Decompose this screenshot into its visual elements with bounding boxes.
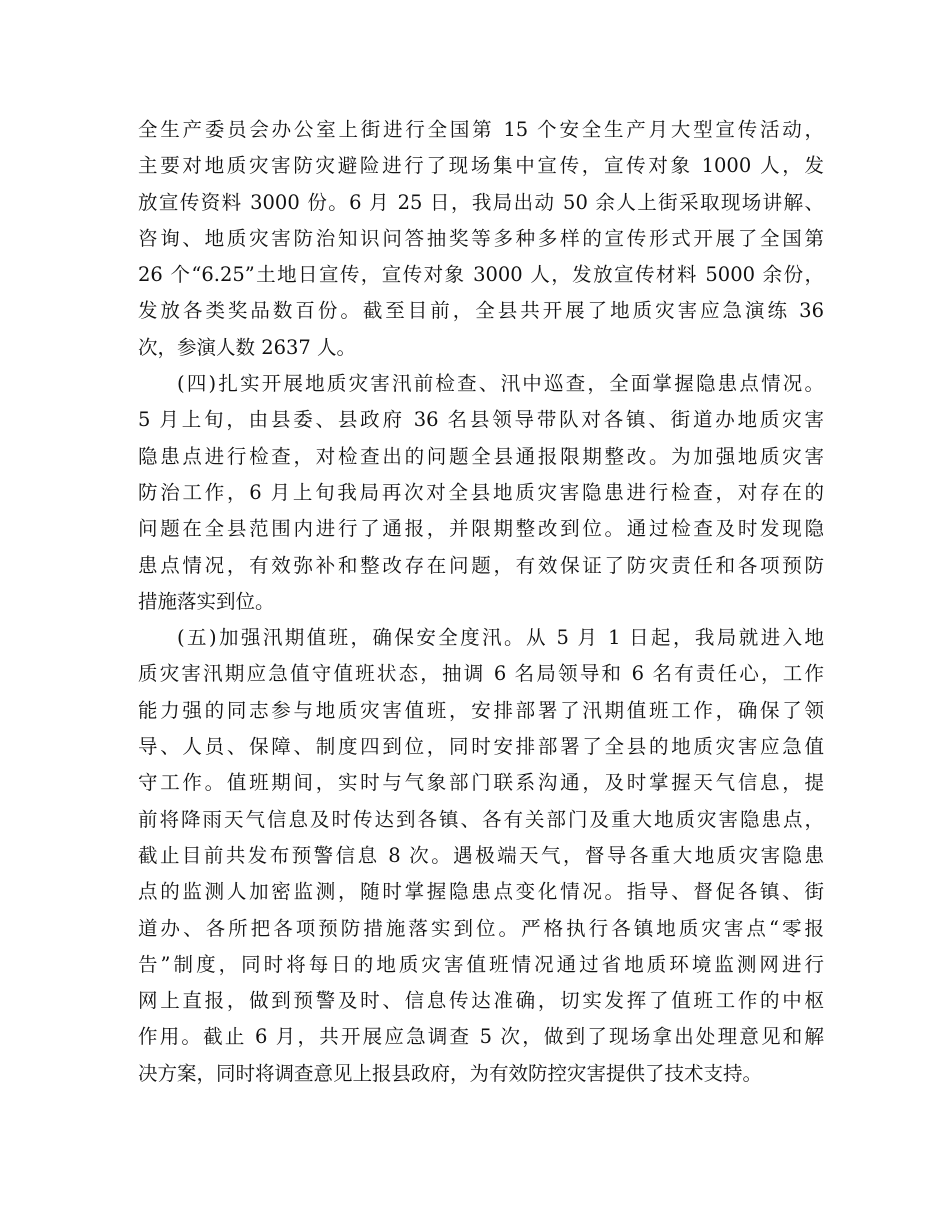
text-line: 隐患点进行检查，对检查出的问题全县通报限期整改。为加强地质灾害 xyxy=(138,444,824,468)
document-body xyxy=(138,112,824,1092)
text-line: 守工作。值班期间，实时与气象部门联系沟通，及时掌握天气信息，提 xyxy=(138,771,824,795)
paragraph-heading-line: (五)加强汛期值班，确保安全度汛。从 5 月 1 日起，我局就进入地 xyxy=(177,626,824,650)
text-line: 质灾害汛期应急值守值班状态，抽调 6 名局领导和 6 名有责任心，工作 xyxy=(138,662,824,686)
text-line: 能力强的同志参与地质灾害值班，安排部署了汛期值班工作，确保了领 xyxy=(138,698,824,722)
text-line: 告”制度，同时将每日的地质灾害值班情况通过省地质环境监测网进行 xyxy=(138,952,824,976)
text-line: 发放各类奖品数百份。截至目前，全县共开展了地质灾害应急演练 36 xyxy=(138,299,824,323)
text-line: 5 月上旬，由县委、县政府 36 名县领导带队对各镇、街道办地质灾害 xyxy=(138,408,824,432)
text-line: 次，参演人数 2637 人。 xyxy=(138,335,357,359)
text-line: 点的监测人加密监测，随时掌握隐患点变化情况。指导、督促各镇、街 xyxy=(138,880,824,904)
text-line: 全生产委员会办公室上街进行全国第 15 个安全生产月大型宣传活动， xyxy=(138,118,824,141)
text-line: 导、人员、保障、制度四到位，同时安排部署了全县的地质灾害应急值 xyxy=(138,735,824,759)
text-line: 主要对地质灾害防灾避险进行了现场集中宣传，宣传对象 1000 人，发 xyxy=(138,154,824,178)
text-line: 问题在全县范围内进行了通报，并限期整改到位。通过检查及时发现隐 xyxy=(138,517,824,541)
text-line: 决方案，同时将调查意见上报县政府，为有效防控灾害提供了技术支持。 xyxy=(138,1061,763,1085)
text-line: 26 个“6.25”土地日宣传，宣传对象 3000 人，发放宣传材料 5000 余份， xyxy=(138,263,824,287)
text-line: 措施落实到位。 xyxy=(138,589,275,613)
paragraph-heading-line: (四)扎实开展地质灾害汛前检查、汛中巡查，全面掌握隐患点情况。 xyxy=(177,372,824,396)
text-line: 防治工作，6 月上旬我局再次对全县地质灾害隐患进行检查，对存在的 xyxy=(138,480,824,504)
text-line: 咨询、地质灾害防治知识问答抽奖等多种多样的宣传形式开展了全国第 xyxy=(138,226,824,250)
text-line: 截止目前共发布预警信息 8 次。遇极端天气，督导各重大地质灾害隐患 xyxy=(138,843,824,867)
text-line: 网上直报，做到预警及时、信息传达准确，切实发挥了值班工作的中枢 xyxy=(138,989,824,1013)
text-line: 前将降雨天气信息及时传达到各镇、各有关部门及重大地质灾害隐患点， xyxy=(138,807,824,831)
text-line: 作用。截止 6 月，共开展应急调查 5 次，做到了现场拿出处理意见和解 xyxy=(138,1025,824,1049)
text-line: 患点情况，有效弥补和整改存在问题，有效保证了防灾责任和各项预防 xyxy=(138,553,824,577)
text-line: 道办、各所把各项预防措施落实到位。严格执行各镇地质灾害点“零报 xyxy=(138,916,824,940)
text-line: 放宣传资料 3000 份。6 月 25 日，我局出动 50 余人上街采取现场讲解、 xyxy=(138,190,824,214)
